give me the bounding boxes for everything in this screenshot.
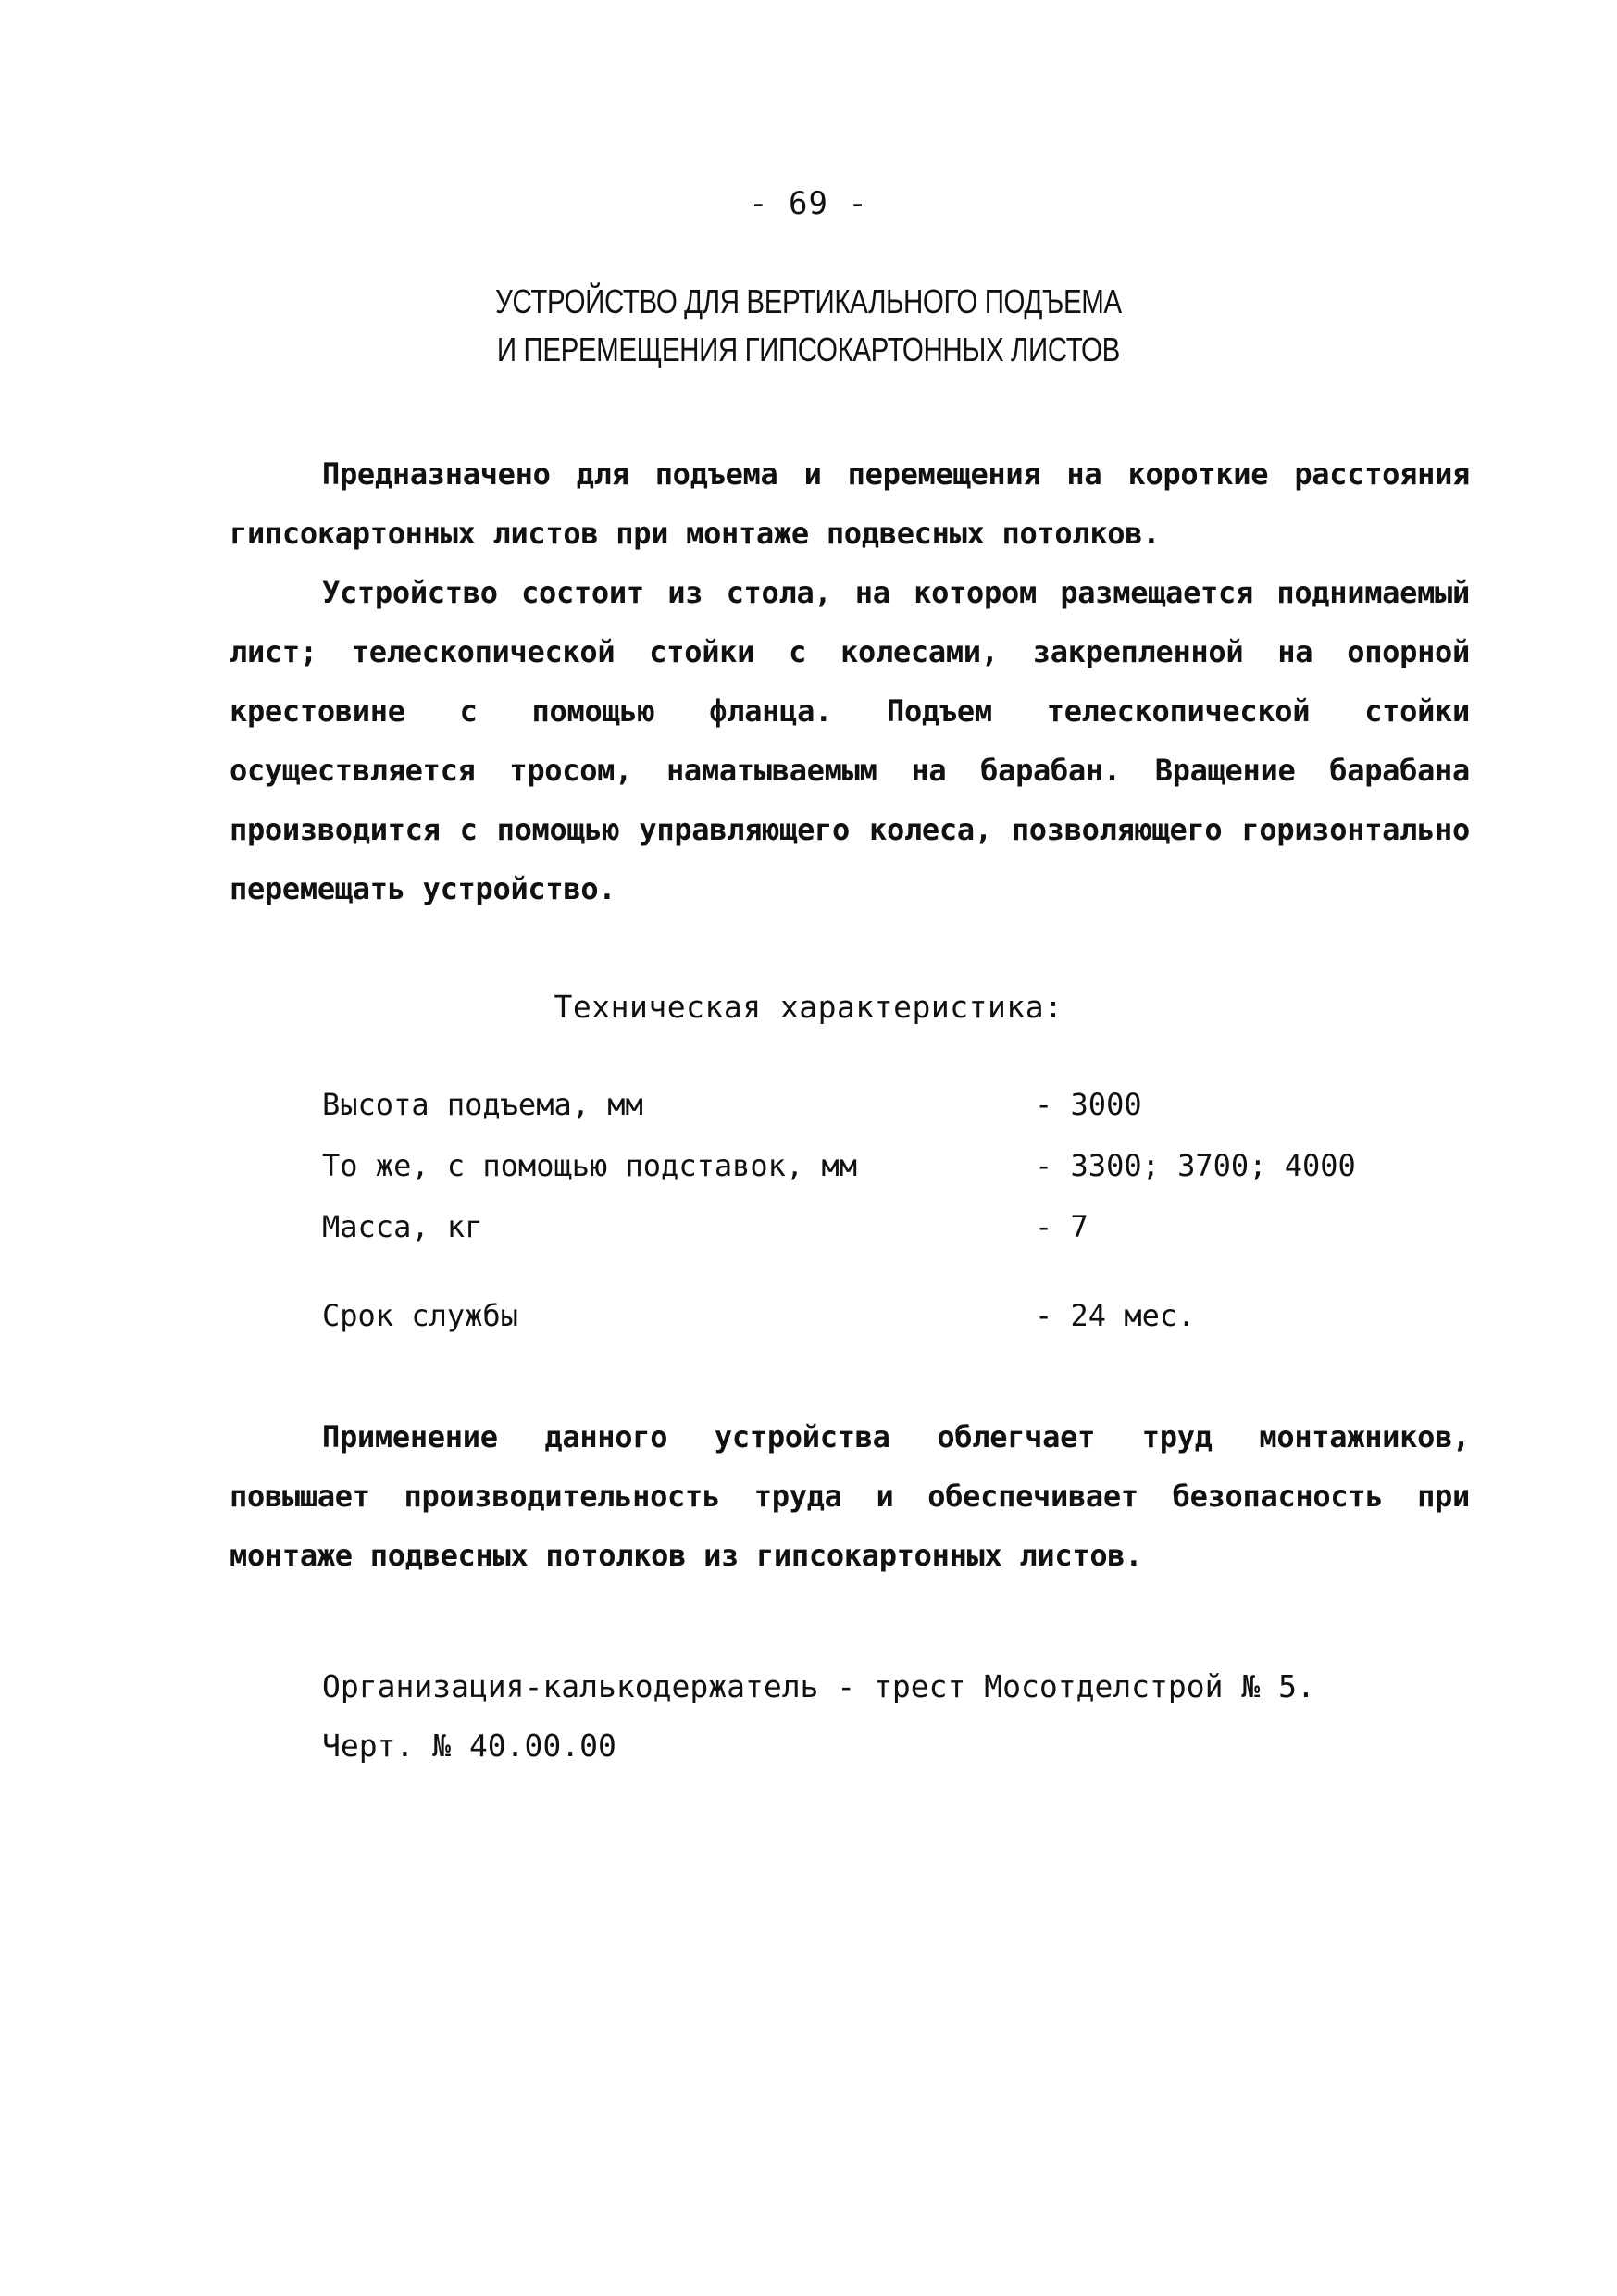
page-number: - 69 - [749, 185, 868, 222]
spec-row [322, 1285, 1433, 1346]
benefit-paragraph [230, 1407, 1470, 1585]
spec-value: - 3300; 3700; 4000 [1035, 1148, 1356, 1183]
spec-label: То же, с помощью подставок, мм [322, 1148, 857, 1183]
document-title [145, 278, 1472, 374]
drawing-number: Черт. № 40.00.00 [322, 1728, 616, 1764]
document-footer [322, 1657, 1315, 1776]
spec-row [322, 1135, 1433, 1196]
spec-value: - 24 мес. [1035, 1298, 1196, 1333]
purpose-paragraph [230, 444, 1470, 563]
benefit-text: Применение данного устройства облегчает труд монтажников, повышает производительность труда и обеспечивает безопасность при монтаже подвесных потолков из гипсокартонных листов. [230, 1419, 1470, 1573]
title-line-2: И ПЕРЕМЕЩЕНИЯ ГИПСОКАРТОННЫХ ЛИСТОВ [496, 331, 1120, 368]
purpose-text: Предназначено для подъема и перемещения на короткие расстояния гипсокартонных листов при монтаже подвесных потолков. [230, 456, 1470, 551]
spec-label: Масса, кг [322, 1209, 483, 1244]
spec-table [322, 1074, 1433, 1346]
spec-label: Высота подъема, мм [322, 1087, 643, 1122]
spec-value: - 7 [1035, 1209, 1088, 1244]
spec-label: Срок службы [322, 1298, 518, 1333]
spec-row [322, 1196, 1433, 1257]
description-text: Устройство состоит из стола, на котором размещается поднимаемый лист; телескопической стойки с колесами, закрепленной на опорной крестовине с помощью фланца. Подъем телескопической стойки осуществляется тросом, наматываемым на барабан. Вращение барабана производится с помощью управляющего колеса, позволяющего горизонтально перемещать устройство. [230, 575, 1470, 906]
spec-row [322, 1074, 1433, 1135]
spec-heading: Техническая характеристика: [554, 989, 1063, 1025]
title-line-1: УСТРОЙСТВО ДЛЯ ВЕРТИКАЛЬНОГО ПОДЪЕМА [495, 282, 1122, 320]
organization-line: Организация-калькодержатель - трест Мосотделстрой № 5. [322, 1668, 1315, 1704]
spec-value: - 3000 [1035, 1087, 1142, 1122]
description-paragraph [230, 563, 1470, 918]
